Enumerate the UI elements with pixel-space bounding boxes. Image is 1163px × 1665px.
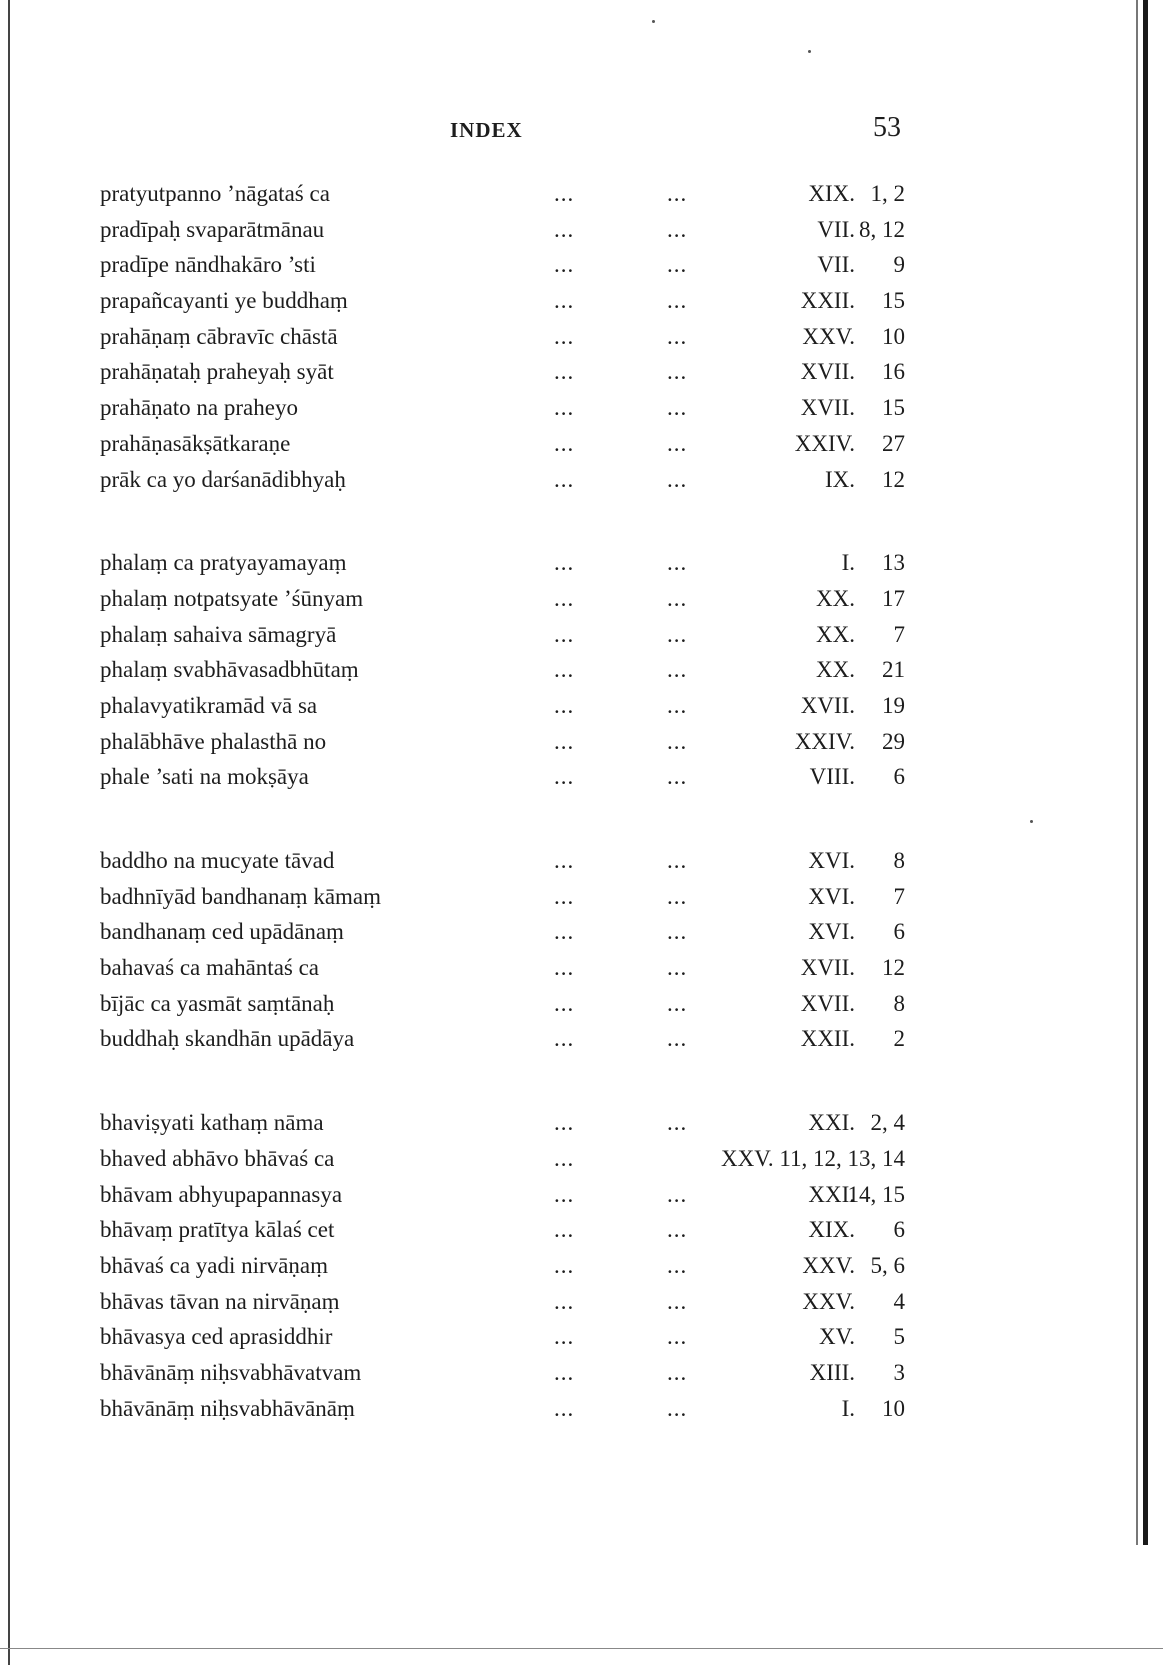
verse-number: 10 <box>882 1395 905 1421</box>
index-entry <box>100 1177 905 1213</box>
leader-dots: ... <box>554 1359 575 1385</box>
index-entry <box>100 879 905 915</box>
leader-dots: ... <box>667 430 688 456</box>
index-entry <box>100 176 905 212</box>
index-term: pradīpaḥ svaparātmānau <box>100 216 325 242</box>
leader-dots: ... <box>554 550 575 576</box>
chapter-number: XV. <box>818 1324 855 1350</box>
scan-edge-bottom <box>0 1648 1163 1649</box>
verse-number: 6 <box>893 919 905 945</box>
verse-number: 6 <box>893 764 905 790</box>
index-term: pratyutpanno ’nāgataś ca <box>100 181 330 206</box>
page-number: 53 <box>873 112 901 143</box>
chapter-number: XIX. <box>808 1217 855 1243</box>
verse-number: 5 <box>893 1324 905 1350</box>
index-entry <box>100 1319 905 1355</box>
leader-dots: ... <box>667 466 688 492</box>
verse-number: 19 <box>882 692 905 718</box>
index-entry <box>100 1212 905 1248</box>
leader-dots: ... <box>554 395 575 421</box>
index-entry <box>100 652 905 688</box>
index-group <box>100 176 905 497</box>
index-term: prahāṇasākṣātkaraṇe <box>100 430 291 456</box>
index-group <box>100 545 905 795</box>
index-entry <box>100 581 905 617</box>
leader-dots: ... <box>667 1217 688 1243</box>
chapter-number: XXV. <box>802 1288 855 1314</box>
leader-dots: ... <box>667 621 688 647</box>
leader-dots: ... <box>554 728 575 754</box>
index-term: phalābhāve phalasthā no <box>100 728 327 754</box>
scan-edge-right-shadow <box>1136 0 1138 1545</box>
index-term: bahavaś ca mahāntaś ca <box>100 955 320 981</box>
index-reference: XXV. 11, 12, 13, 14 <box>720 1145 905 1171</box>
chapter-number: XIX. <box>808 181 855 206</box>
leader-dots: ... <box>667 848 688 873</box>
index-term: badhnīyād bandhanaṃ kāmaṃ <box>100 883 382 909</box>
leader-dots: ... <box>554 252 575 278</box>
index-entry <box>100 212 905 248</box>
index-entry <box>100 950 905 986</box>
leader-dots: ... <box>554 1324 575 1350</box>
index-entry <box>100 1141 905 1177</box>
index-entry <box>100 986 905 1022</box>
index-term: bhāvam abhyupapannasya <box>100 1181 343 1207</box>
index-entry <box>100 1248 905 1284</box>
index-entry <box>100 914 905 950</box>
leader-dots: ... <box>667 728 688 754</box>
index-entry <box>100 1391 905 1427</box>
leader-dots: ... <box>667 1110 688 1136</box>
leader-dots: ... <box>667 323 688 349</box>
chapter-number: XVI. <box>808 848 855 873</box>
verse-number: 9 <box>893 252 905 278</box>
verse-number: 2 <box>893 1026 905 1052</box>
leader-dots: ... <box>554 990 575 1016</box>
leader-dots: ... <box>667 657 688 683</box>
verse-number: 8 <box>893 990 905 1016</box>
index-entry <box>100 283 905 319</box>
index-term: baddho na mucyate tāvad <box>100 848 335 873</box>
index-term: prahāṇaṃ cābravīc chāstā <box>100 323 338 349</box>
chapter-number: XXI. <box>808 1110 855 1136</box>
leader-dots: ... <box>554 1395 575 1421</box>
leader-dots: ... <box>667 1252 688 1278</box>
index-term: buddhaḥ skandhān upādāya <box>100 1026 355 1052</box>
leader-dots: ... <box>554 883 575 909</box>
scan-edge-left <box>8 0 10 1665</box>
chapter-number: XVII. <box>800 359 855 385</box>
page-header <box>100 112 905 148</box>
leader-dots: ... <box>554 1181 575 1207</box>
index-list <box>100 176 905 1474</box>
index-entry <box>100 545 905 581</box>
verse-number: 14, 15 <box>847 1181 905 1207</box>
leader-dots: ... <box>554 1110 575 1136</box>
index-term: bhaved abhāvo bhāvaś ca <box>100 1145 335 1171</box>
leader-dots: ... <box>667 550 688 576</box>
index-entry <box>100 843 905 879</box>
verse-number: 21 <box>882 657 905 683</box>
chapter-number: XXI. <box>808 1181 855 1207</box>
chapter-number: XXII. <box>800 288 855 314</box>
verse-number: 7 <box>893 883 905 909</box>
verse-number: 17 <box>882 585 905 611</box>
chapter-number: XXIV. <box>794 430 855 456</box>
index-entry <box>100 354 905 390</box>
scan-speck <box>1030 820 1033 823</box>
verse-number: 3 <box>893 1359 905 1385</box>
index-entry <box>100 1355 905 1391</box>
verse-number: 5, 6 <box>870 1252 905 1278</box>
leader-dots: ... <box>554 1288 575 1314</box>
leader-dots: ... <box>554 1026 575 1052</box>
index-group <box>100 843 905 1057</box>
chapter-number: XX. <box>816 621 855 647</box>
chapter-number: IX. <box>824 466 855 492</box>
leader-dots: ... <box>554 621 575 647</box>
index-term: bhāvasya ced aprasiddhir <box>100 1324 333 1350</box>
scan-speck <box>652 20 655 23</box>
index-entry <box>100 1105 905 1141</box>
index-entry <box>100 617 905 653</box>
index-term: phale ’sati na mokṣāya <box>100 764 309 790</box>
leader-dots: ... <box>667 288 688 314</box>
index-term: prāk ca yo darśanādibhyaḥ <box>100 466 346 492</box>
leader-dots: ... <box>667 883 688 909</box>
leader-dots: ... <box>667 692 688 718</box>
chapter-number: XIII. <box>809 1359 855 1385</box>
verse-number: 13 <box>882 550 905 576</box>
leader-dots: ... <box>554 359 575 385</box>
chapter-number: XVII. <box>800 955 855 981</box>
verse-number: 27 <box>882 430 905 456</box>
leader-dots: ... <box>667 990 688 1016</box>
verse-number: 29 <box>882 728 905 754</box>
leader-dots: ... <box>667 1181 688 1207</box>
leader-dots: ... <box>554 1145 575 1171</box>
index-entry <box>100 688 905 724</box>
index-term: prapañcayanti ye buddhaṃ <box>100 288 348 314</box>
leader-dots: ... <box>667 216 688 242</box>
index-term: bandhanaṃ ced upādānaṃ <box>100 919 344 945</box>
leader-dots: ... <box>667 395 688 421</box>
leader-dots: ... <box>667 181 688 206</box>
leader-dots: ... <box>554 323 575 349</box>
leader-dots: ... <box>667 252 688 278</box>
index-term: pradīpe nāndhakāro ’sti <box>100 252 316 278</box>
index-term: bījāc ca yasmāt saṃtānaḥ <box>100 990 335 1016</box>
verse-number: 12 <box>882 466 905 492</box>
chapter-number: VII. <box>817 252 855 278</box>
index-term: phalaṃ notpatsyate ’śūnyam <box>100 585 364 611</box>
verse-number: 1, 2 <box>870 181 905 206</box>
index-group <box>100 1105 905 1426</box>
leader-dots: ... <box>554 657 575 683</box>
page-title: INDEX <box>450 118 523 142</box>
chapter-number: I. <box>841 550 855 576</box>
index-entry <box>100 1021 905 1057</box>
scan-speck <box>808 50 811 53</box>
index-term: bhāvaś ca yadi nirvāṇaṃ <box>100 1252 328 1278</box>
leader-dots: ... <box>667 919 688 945</box>
leader-dots: ... <box>554 181 575 206</box>
leader-dots: ... <box>667 359 688 385</box>
index-term: bhāvānāṃ niḥsvabhāvānāṃ <box>100 1395 355 1421</box>
index-entry <box>100 390 905 426</box>
leader-dots: ... <box>667 1288 688 1314</box>
index-entry <box>100 462 905 498</box>
index-entry <box>100 319 905 355</box>
index-entry <box>100 1284 905 1320</box>
index-term: prahāṇato na praheyo <box>100 395 298 421</box>
verse-number: 7 <box>893 621 905 647</box>
leader-dots: ... <box>554 848 575 873</box>
chapter-number: I. <box>841 1395 855 1421</box>
verse-number: 15 <box>882 288 905 314</box>
chapter-number: XXII. <box>800 1026 855 1052</box>
leader-dots: ... <box>554 216 575 242</box>
chapter-number: XVI. <box>808 883 855 909</box>
verse-number: 12 <box>882 955 905 981</box>
leader-dots: ... <box>667 1324 688 1350</box>
index-term: bhaviṣyati kathaṃ nāma <box>100 1110 324 1136</box>
leader-dots: ... <box>554 1217 575 1243</box>
leader-dots: ... <box>554 764 575 790</box>
verse-number: 4 <box>893 1288 905 1314</box>
leader-dots: ... <box>667 764 688 790</box>
chapter-number: XVI. <box>808 919 855 945</box>
verse-number: 8, 12 <box>859 216 905 242</box>
leader-dots: ... <box>554 692 575 718</box>
scan-edge-right <box>1143 0 1148 1545</box>
leader-dots: ... <box>554 955 575 981</box>
verse-number: 2, 4 <box>870 1110 905 1136</box>
index-term: prahāṇataḥ praheyaḥ syāt <box>100 359 334 385</box>
index-term: bhāvānāṃ niḥsvabhāvatvam <box>100 1359 362 1385</box>
index-entry <box>100 426 905 462</box>
chapter-number: XX. <box>816 585 855 611</box>
leader-dots: ... <box>554 430 575 456</box>
verse-number: 15 <box>882 395 905 421</box>
index-term: phalaṃ ca pratyayamayaṃ <box>100 550 347 576</box>
leader-dots: ... <box>554 288 575 314</box>
index-entry <box>100 759 905 795</box>
chapter-number: XXV. <box>802 323 855 349</box>
leader-dots: ... <box>554 585 575 611</box>
chapter-number: XVII. <box>800 395 855 421</box>
verse-number: 16 <box>882 359 905 385</box>
leader-dots: ... <box>667 1395 688 1421</box>
verse-number: 10 <box>882 323 905 349</box>
leader-dots: ... <box>554 1252 575 1278</box>
leader-dots: ... <box>667 955 688 981</box>
leader-dots: ... <box>554 466 575 492</box>
verse-number: 6 <box>893 1217 905 1243</box>
index-entry <box>100 247 905 283</box>
chapter-number: VII. <box>817 216 855 242</box>
index-term: phalavyatikramād vā sa <box>100 692 318 718</box>
chapter-number: XX. <box>816 657 855 683</box>
chapter-number: VIII. <box>809 764 855 790</box>
index-term: bhāvaṃ pratītya kālaś cet <box>100 1217 335 1243</box>
leader-dots: ... <box>554 919 575 945</box>
verse-number: 8 <box>893 848 905 873</box>
chapter-number: XVII. <box>800 990 855 1016</box>
index-entry <box>100 724 905 760</box>
chapter-number: XXIV. <box>794 728 855 754</box>
leader-dots: ... <box>667 1359 688 1385</box>
leader-dots: ... <box>667 1026 688 1052</box>
chapter-number: XXV. <box>802 1252 855 1278</box>
leader-dots: ... <box>667 585 688 611</box>
index-term: phalaṃ sahaiva sāmagryā <box>100 621 337 647</box>
chapter-number: XVII. <box>800 692 855 718</box>
index-term: bhāvas tāvan na nirvāṇaṃ <box>100 1288 340 1314</box>
index-term: phalaṃ svabhāvasadbhūtaṃ <box>100 657 359 683</box>
